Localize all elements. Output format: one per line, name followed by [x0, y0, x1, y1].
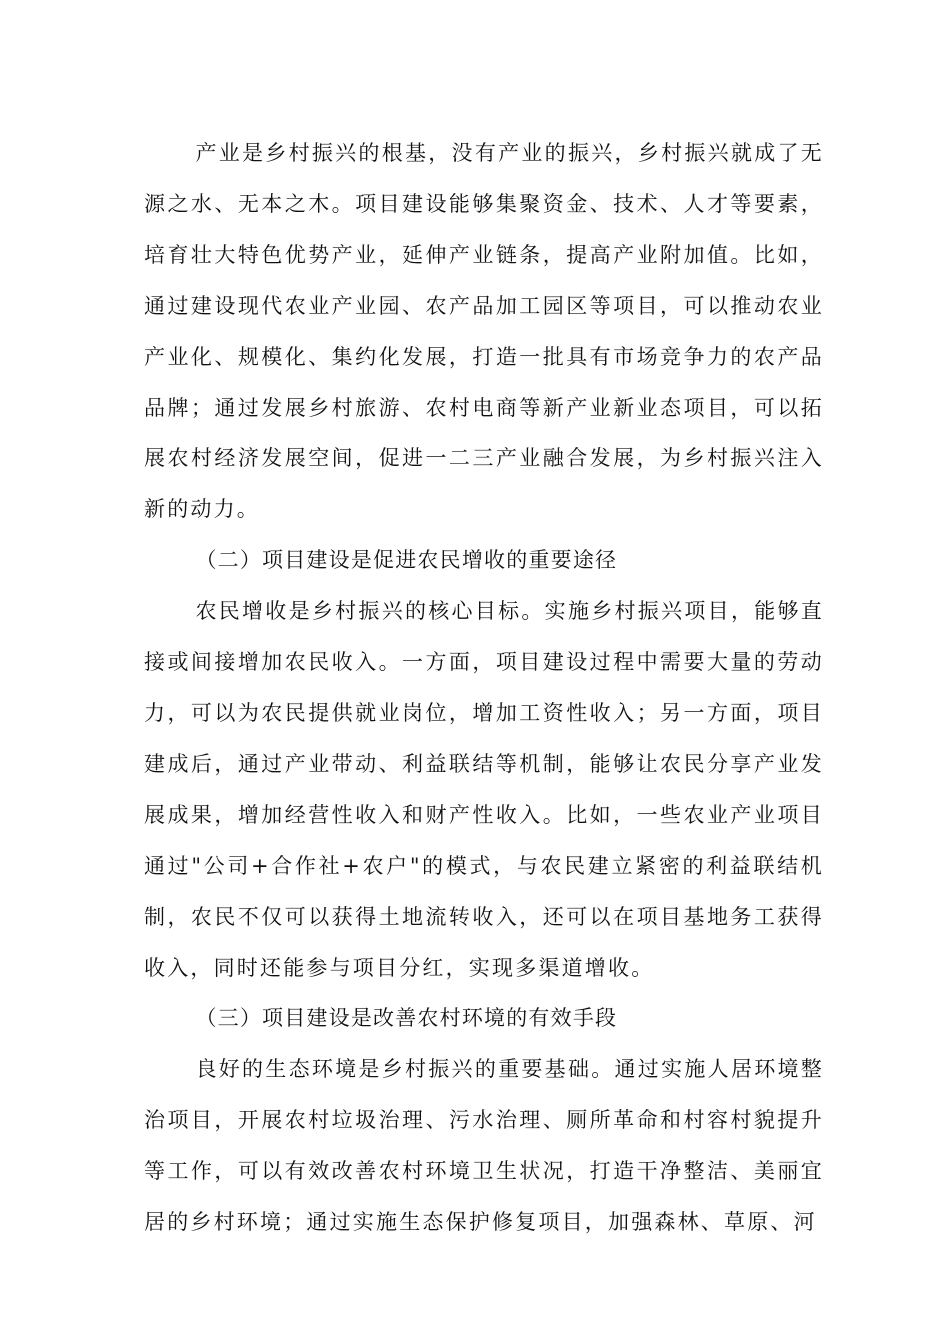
paragraph-income: 农民增收是乡村振兴的核心目标。实施乡村振兴项目，能够直接或间接增加农民收入。一方面，项目建设过程中需要大量的劳动力，可以为农民提供就业岗位，增加工资性收入；另一方面，项目建成后，通过产业带动、利益联结等机制，能够让农民分享产业发展成果，增加经营性收入和财产性收入。比如，一些农业产业项目通过"公司+合作社+农户"的模式，与农民建立紧密的利益联结机制，农民不仅可以获得土地流转收入，还可以在项目基地务工获得收入，同时还能参与项目分红，实现多渠道增收。: [144, 599, 824, 980]
paragraph-environment: 良好的生态环境是乡村振兴的重要基础。通过实施人居环境整治项目，开展农村垃圾治理、污水治理、厕所革命和村容村貌提升等工作，可以有效改善农村环境卫生状况，打造干净整洁、美丽宜居的乡村环境；通过实施生态保护修复项目，加强森林、草原、河: [144, 1057, 824, 1235]
section-heading-3: （三）项目建设是改善农村环境的有效手段: [195, 1006, 618, 1031]
section-heading-2: （二）项目建设是促进农民增收的重要途径: [195, 548, 618, 573]
paragraph-industry: 产业是乡村振兴的根基，没有产业的振兴，乡村振兴就成了无源之水、无本之木。项目建设能够集聚资金、技术、人才等要素，培育壮大特色优势产业，延伸产业链条，提高产业附加值。比如，通过建设现代农业产业园、农产品加工园区等项目，可以推动农业产业化、规模化、集约化发展，打造一批具有市场竞争力的农产品品牌；通过发展乡村旅游、农村电商等新产业新业态项目，可以拓展农村经济发展空间，促进一二三产业融合发展，为乡村振兴注入新的动力。: [144, 141, 824, 522]
document-body: [144, 128, 824, 1248]
